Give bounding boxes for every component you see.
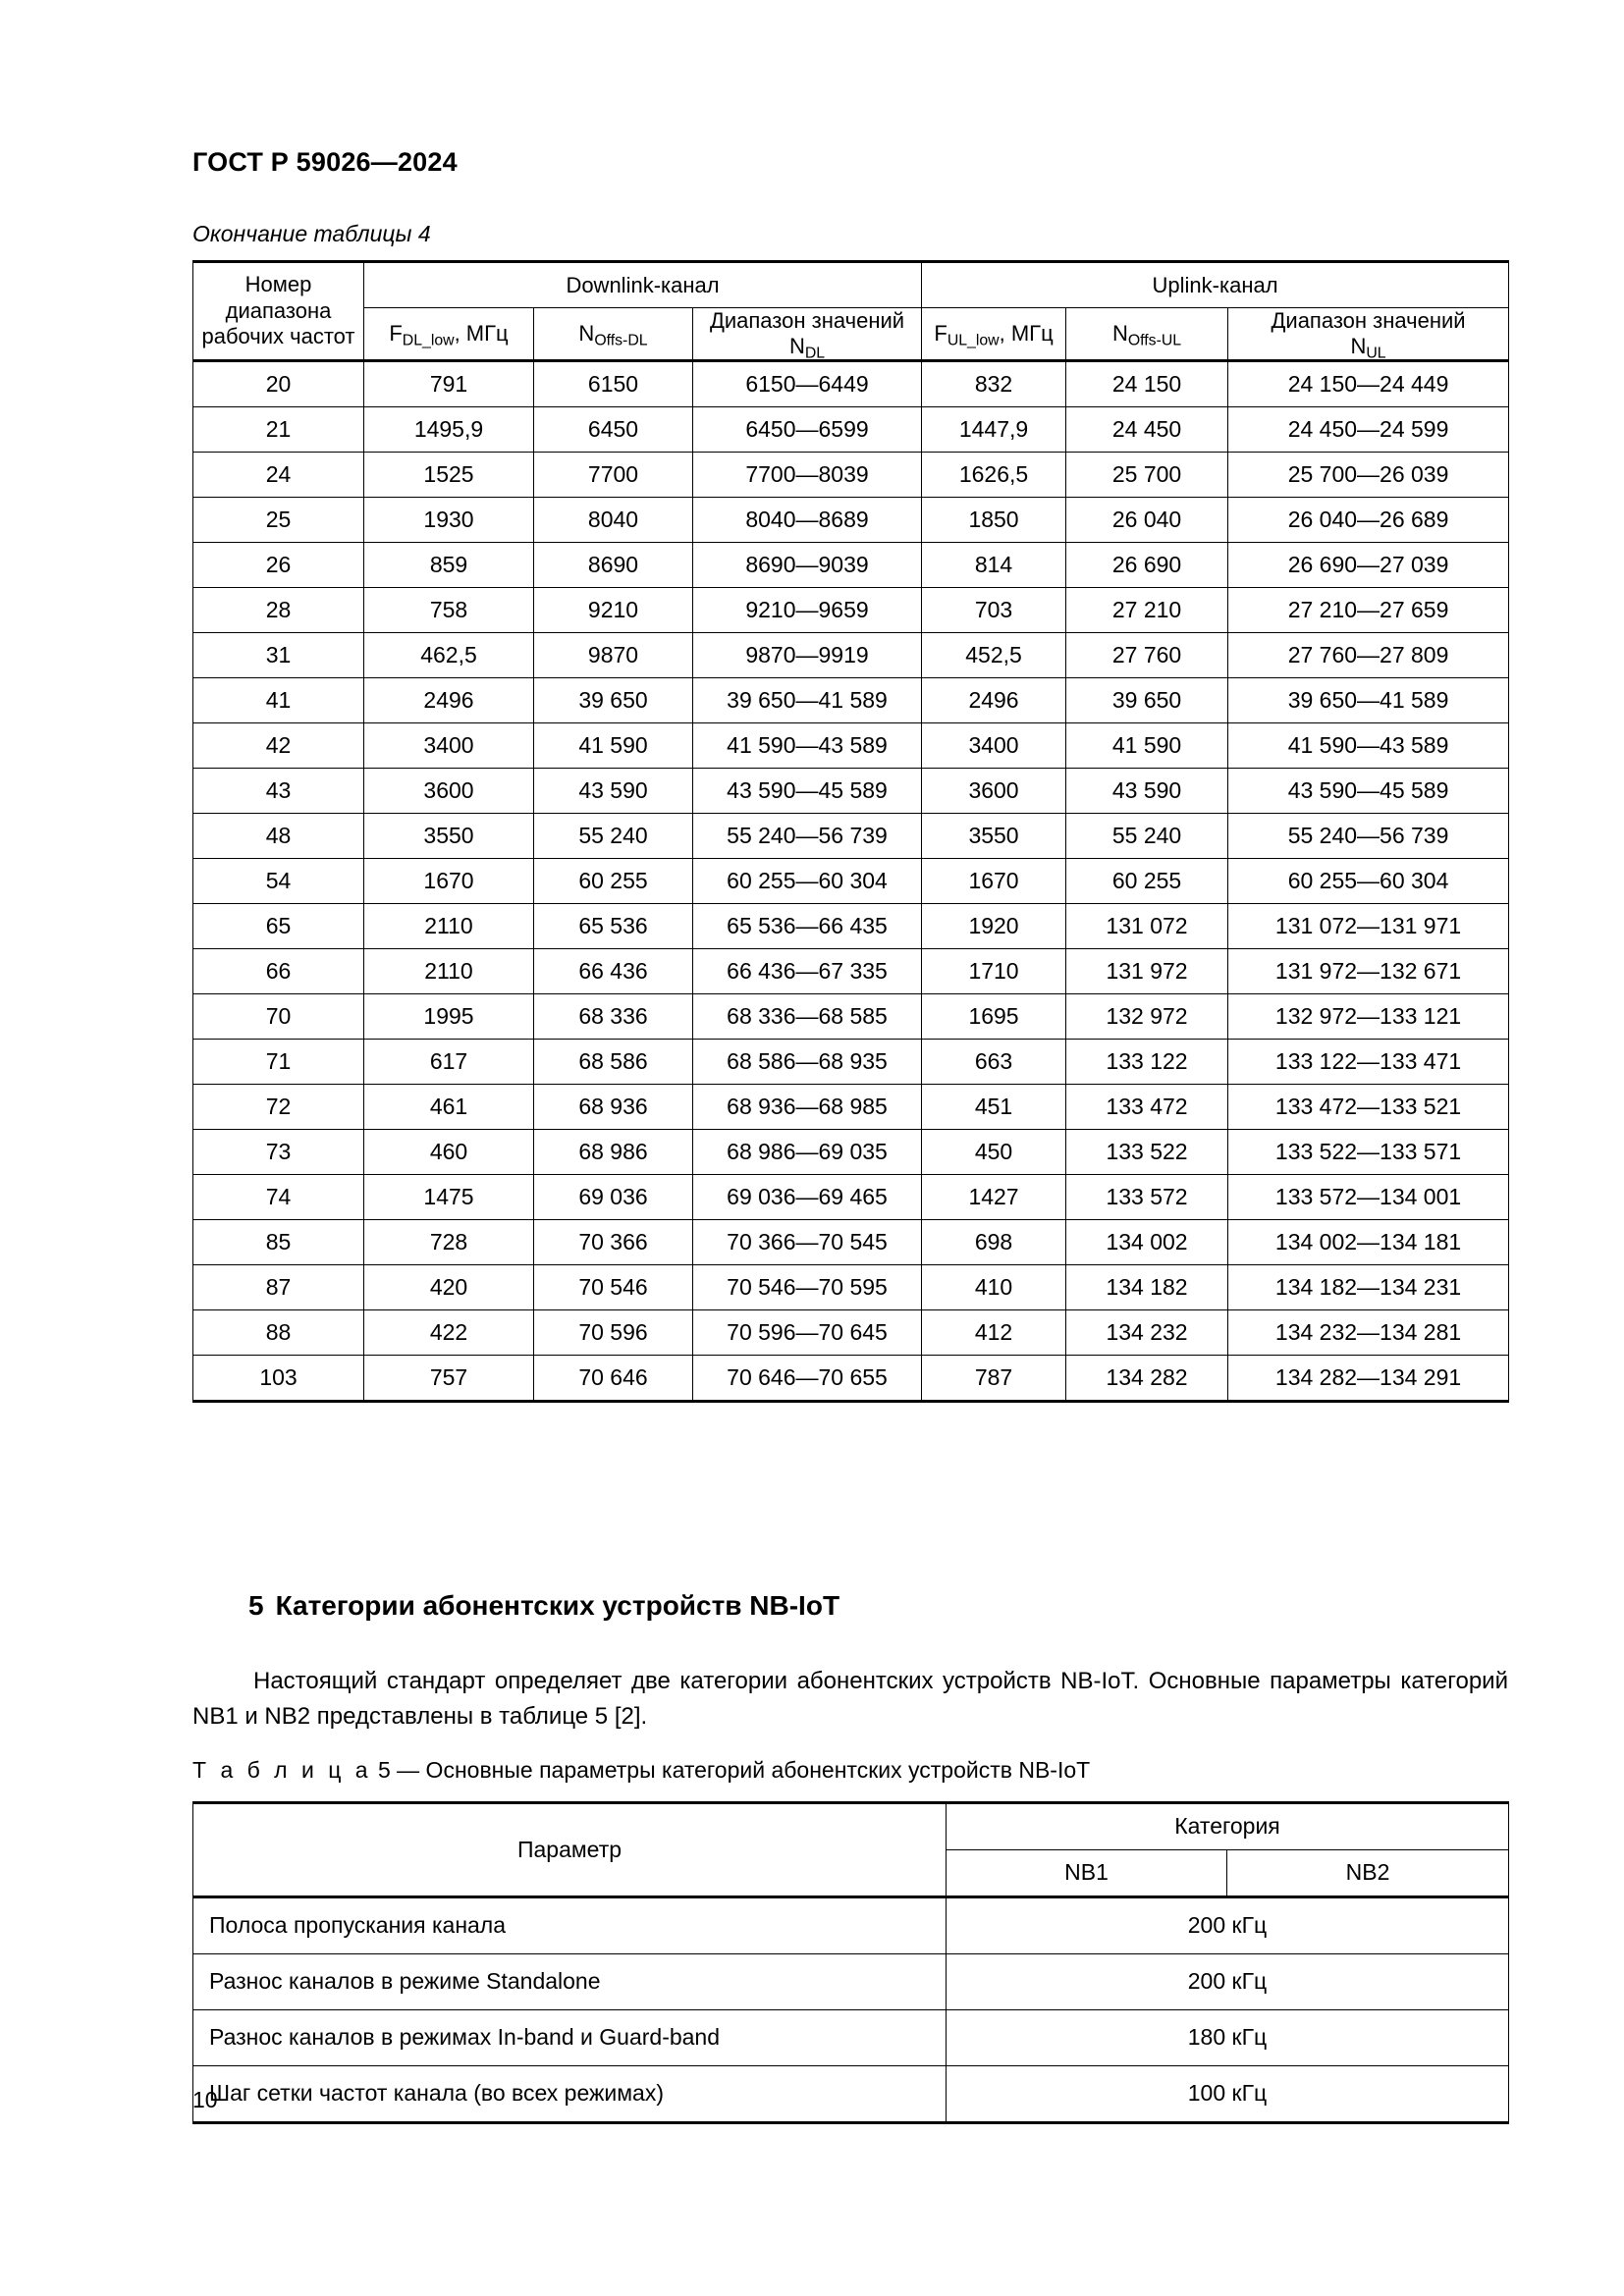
table4-cell-n-offs-dl: 6450 — [534, 406, 693, 452]
table4-cell-n-dl-range: 39 650—41 589 — [693, 677, 922, 722]
table4-cell-n-offs-dl: 70 646 — [534, 1355, 693, 1401]
table5-cell-value: 200 кГц — [947, 1954, 1509, 2010]
table4-cell-n-offs-dl: 68 986 — [534, 1129, 693, 1174]
section-5-heading — [248, 1590, 839, 1622]
table4-cell-n-ul-range: 41 590—43 589 — [1228, 722, 1509, 768]
table4-cell-n-offs-ul: 27 210 — [1066, 587, 1228, 632]
table-row — [193, 2010, 1509, 2066]
table4-cell-f-dl-low: 859 — [364, 542, 534, 587]
table4-cell-n-ul-range: 134 182—134 231 — [1228, 1264, 1509, 1309]
table-row — [193, 993, 1509, 1039]
table4-cell-f-dl-low: 2496 — [364, 677, 534, 722]
table4-header-f-ul-low: $F_{UL\_low}$, МГц — [922, 308, 1066, 361]
table4-cell-f-ul-low: 1447,9 — [922, 406, 1066, 452]
table4-cell-band-number: 25 — [193, 497, 364, 542]
table4-cell-f-ul-low: 3400 — [922, 722, 1066, 768]
table4-cell-n-offs-dl: 6150 — [534, 360, 693, 406]
table-row — [193, 1309, 1509, 1355]
table4-cell-f-dl-low: 460 — [364, 1129, 534, 1174]
table4-cell-n-offs-dl: 69 036 — [534, 1174, 693, 1219]
table5-cell-parameter: Разнос каналов в режиме Standalone — [193, 1954, 947, 2010]
table4-cell-n-offs-ul: 134 002 — [1066, 1219, 1228, 1264]
table5-body — [193, 1897, 1509, 2123]
table4-cell-band-number: 31 — [193, 632, 364, 677]
table4-cell-n-offs-ul: 39 650 — [1066, 677, 1228, 722]
table4-cell-n-dl-range: 60 255—60 304 — [693, 858, 922, 903]
table4-cell-n-dl-range: 8040—8689 — [693, 497, 922, 542]
table-row — [193, 1219, 1509, 1264]
table4-cell-n-offs-ul: 134 232 — [1066, 1309, 1228, 1355]
table4-cell-f-ul-low: 832 — [922, 360, 1066, 406]
table-row — [193, 406, 1509, 452]
table4-cell-n-dl-range: 8690—9039 — [693, 542, 922, 587]
table4-cell-f-ul-low: 1920 — [922, 903, 1066, 948]
table4-cell-n-dl-range: 70 366—70 545 — [693, 1219, 922, 1264]
table4-cell-f-dl-low: 462,5 — [364, 632, 534, 677]
table4-cell-n-offs-ul: 60 255 — [1066, 858, 1228, 903]
table-row — [193, 632, 1509, 677]
table4-cell-n-offs-dl: 8690 — [534, 542, 693, 587]
table4-cell-n-offs-dl: 66 436 — [534, 948, 693, 993]
table4-cell-n-offs-ul: 133 472 — [1066, 1084, 1228, 1129]
table4-caption: Окончание таблицы 4 — [192, 221, 431, 246]
table4-cell-n-ul-range: 60 255—60 304 — [1228, 858, 1509, 903]
table-row — [193, 542, 1509, 587]
table-row — [193, 858, 1509, 903]
table4-cell-n-offs-ul: 27 760 — [1066, 632, 1228, 677]
table4-cell-n-ul-range: 132 972—133 121 — [1228, 993, 1509, 1039]
table5-header-category-group: Категория — [947, 1803, 1509, 1850]
table4-cell-n-offs-ul: 131 972 — [1066, 948, 1228, 993]
table5-cell-value: 100 кГц — [947, 2066, 1509, 2123]
table-row — [193, 677, 1509, 722]
table5-cell-value: 200 кГц — [947, 1897, 1509, 1954]
table4-header — [193, 262, 1509, 361]
table-row — [193, 1897, 1509, 1954]
table4-cell-n-dl-range: 7700—8039 — [693, 452, 922, 497]
table4-cell-n-dl-range: 70 596—70 645 — [693, 1309, 922, 1355]
table4-cell-n-dl-range: 68 336—68 585 — [693, 993, 922, 1039]
table-row — [193, 1129, 1509, 1174]
table4-cell-n-ul-range: 133 122—133 471 — [1228, 1039, 1509, 1084]
document-header: ГОСТ Р 59026—2024 — [192, 147, 458, 177]
table4-cell-n-dl-range: 9210—9659 — [693, 587, 922, 632]
table4-cell-n-ul-range: 131 072—131 971 — [1228, 903, 1509, 948]
table4-cell-n-offs-ul: 131 072 — [1066, 903, 1228, 948]
table4-cell-n-dl-range: 55 240—56 739 — [693, 813, 922, 858]
table4-cell-n-dl-range: 9870—9919 — [693, 632, 922, 677]
table5-header-nb2: NB2 — [1227, 1850, 1509, 1897]
table4-cell-band-number: 73 — [193, 1129, 364, 1174]
table4-cell-n-offs-dl: 55 240 — [534, 813, 693, 858]
table-row — [193, 497, 1509, 542]
table4-cell-n-offs-ul: 25 700 — [1066, 452, 1228, 497]
table4-cell-n-offs-dl: 70 546 — [534, 1264, 693, 1309]
table4-cell-n-offs-dl: 8040 — [534, 497, 693, 542]
table4-cell-band-number: 72 — [193, 1084, 364, 1129]
table4-cell-band-number: 85 — [193, 1219, 364, 1264]
table4-cell-n-ul-range: 24 450—24 599 — [1228, 406, 1509, 452]
table-row — [193, 1954, 1509, 2010]
table4-cell-f-ul-low: 3600 — [922, 768, 1066, 813]
table-row — [193, 1039, 1509, 1084]
table4-cell-n-dl-range: 65 536—66 435 — [693, 903, 922, 948]
table4-cell-f-ul-low: 412 — [922, 1309, 1066, 1355]
table4-cell-n-ul-range: 24 150—24 449 — [1228, 360, 1509, 406]
table4-header-range-nul: Диапазон значений $N_{UL}$ — [1228, 308, 1509, 361]
page-number: 10 — [192, 2087, 218, 2112]
table4-cell-n-dl-range: 43 590—45 589 — [693, 768, 922, 813]
table4-cell-band-number: 48 — [193, 813, 364, 858]
table5-caption-number: 5 — [377, 1757, 391, 1783]
table4-cell-n-dl-range: 6150—6449 — [693, 360, 922, 406]
table4-cell-f-dl-low: 461 — [364, 1084, 534, 1129]
table4-cell-band-number: 88 — [193, 1309, 364, 1355]
table4-cell-f-ul-low: 787 — [922, 1355, 1066, 1401]
table4-cell-n-offs-ul: 134 182 — [1066, 1264, 1228, 1309]
table5-header — [193, 1803, 1509, 1897]
table-row — [193, 1084, 1509, 1129]
table4-header-band-number: Номер диапазона рабочих частот — [193, 262, 364, 361]
table4-cell-n-dl-range: 69 036—69 465 — [693, 1174, 922, 1219]
table4-cell-f-ul-low: 663 — [922, 1039, 1066, 1084]
table4-cell-f-dl-low: 420 — [364, 1264, 534, 1309]
table4-body — [193, 360, 1509, 1401]
table4-cell-band-number: 41 — [193, 677, 364, 722]
section-5-paragraph: Настоящий стандарт определяет две категории абонентских устройств NB-IoT. Основные параметры категорий NB1 и NB2 представлены в таблице 5 [2]. — [192, 1668, 1508, 1731]
table4-cell-f-dl-low: 1995 — [364, 993, 534, 1039]
table-row — [193, 452, 1509, 497]
table4-cell-n-offs-dl: 65 536 — [534, 903, 693, 948]
table4-cell-n-dl-range: 41 590—43 589 — [693, 722, 922, 768]
table4-cell-f-ul-low: 1427 — [922, 1174, 1066, 1219]
table4-cell-f-ul-low: 1695 — [922, 993, 1066, 1039]
table4-cell-n-offs-ul: 41 590 — [1066, 722, 1228, 768]
table4-cell-n-ul-range: 39 650—41 589 — [1228, 677, 1509, 722]
table4-cell-n-ul-range: 133 472—133 521 — [1228, 1084, 1509, 1129]
table4-cell-n-ul-range: 25 700—26 039 — [1228, 452, 1509, 497]
table4-cell-n-offs-dl: 9210 — [534, 587, 693, 632]
table4-cell-f-dl-low: 1475 — [364, 1174, 534, 1219]
table4-cell-band-number: 71 — [193, 1039, 364, 1084]
table5-nbiot-categories — [192, 1801, 1509, 2124]
table4-cell-f-dl-low: 422 — [364, 1309, 534, 1355]
table-row — [193, 948, 1509, 993]
table4-frequency-bands — [192, 260, 1509, 1403]
table4-cell-n-dl-range: 66 436—67 335 — [693, 948, 922, 993]
table4-cell-n-offs-dl: 68 586 — [534, 1039, 693, 1084]
table5-caption-text: — Основные параметры категорий абонентских устройств NB-IoT — [397, 1757, 1091, 1783]
table4-cell-band-number: 66 — [193, 948, 364, 993]
table4-cell-f-ul-low: 2496 — [922, 677, 1066, 722]
table4-cell-n-offs-ul: 24 150 — [1066, 360, 1228, 406]
table5-cell-value: 180 кГц — [947, 2010, 1509, 2066]
table5-cell-parameter: Полоса пропускания канала — [193, 1897, 947, 1954]
table4-cell-n-offs-ul: 24 450 — [1066, 406, 1228, 452]
table4-cell-n-ul-range: 26 040—26 689 — [1228, 497, 1509, 542]
table4-cell-f-dl-low: 3550 — [364, 813, 534, 858]
table4-cell-n-dl-range: 68 586—68 935 — [693, 1039, 922, 1084]
table-row — [193, 903, 1509, 948]
table4-cell-n-offs-dl: 70 366 — [534, 1219, 693, 1264]
table4-cell-n-offs-dl: 39 650 — [534, 677, 693, 722]
table4-cell-n-ul-range: 131 972—132 671 — [1228, 948, 1509, 993]
table4-cell-f-ul-low: 452,5 — [922, 632, 1066, 677]
table4-cell-f-ul-low: 703 — [922, 587, 1066, 632]
table4-cell-n-ul-range: 27 210—27 659 — [1228, 587, 1509, 632]
table-row — [193, 722, 1509, 768]
table4-cell-band-number: 28 — [193, 587, 364, 632]
table4-cell-f-dl-low: 1670 — [364, 858, 534, 903]
table4-header-f-dl-low: $F_{DL\_low}$, МГц — [364, 308, 534, 361]
table-row — [193, 813, 1509, 858]
table4-header-n-offs-dl: $N_{Offs-DL}$ — [534, 308, 693, 361]
table4-cell-f-dl-low: 1930 — [364, 497, 534, 542]
table5-cell-parameter: Разнос каналов в режимах In-band и Guard-band — [193, 2010, 947, 2066]
table4-cell-band-number: 65 — [193, 903, 364, 948]
table4-cell-n-offs-ul: 55 240 — [1066, 813, 1228, 858]
table4-cell-n-offs-dl: 70 596 — [534, 1309, 693, 1355]
table4-cell-n-offs-ul: 134 282 — [1066, 1355, 1228, 1401]
table4-cell-f-dl-low: 617 — [364, 1039, 534, 1084]
table4-cell-f-dl-low: 757 — [364, 1355, 534, 1401]
table4-cell-band-number: 20 — [193, 360, 364, 406]
table5-caption-label: Т а б л и ц а — [192, 1757, 372, 1783]
table4-cell-band-number: 26 — [193, 542, 364, 587]
table4-cell-f-ul-low: 1710 — [922, 948, 1066, 993]
table4-cell-n-ul-range: 133 572—134 001 — [1228, 1174, 1509, 1219]
table4-cell-n-ul-range: 133 522—133 571 — [1228, 1129, 1509, 1174]
table4-cell-n-dl-range: 70 546—70 595 — [693, 1264, 922, 1309]
table4-cell-band-number: 43 — [193, 768, 364, 813]
table4-header-range-ndl: Диапазон значений $N_{DL}$ — [693, 308, 922, 361]
table4-cell-band-number: 70 — [193, 993, 364, 1039]
table4-cell-f-ul-low: 3550 — [922, 813, 1066, 858]
table4-cell-f-dl-low: 1495,9 — [364, 406, 534, 452]
table4-header-n-offs-ul: $N_{Offs-UL}$ — [1066, 308, 1228, 361]
table4-cell-f-ul-low: 451 — [922, 1084, 1066, 1129]
section-5-number: 5 — [248, 1590, 264, 1621]
table4-cell-n-ul-range: 43 590—45 589 — [1228, 768, 1509, 813]
table4-cell-f-dl-low: 3400 — [364, 722, 534, 768]
table4-cell-band-number: 54 — [193, 858, 364, 903]
table4-header-downlink-group: Downlink-канал — [364, 262, 922, 308]
table4-cell-n-offs-ul: 133 572 — [1066, 1174, 1228, 1219]
table4-cell-n-offs-dl: 41 590 — [534, 722, 693, 768]
table4-cell-n-dl-range: 6450—6599 — [693, 406, 922, 452]
table4-header-uplink-group: Uplink-канал — [922, 262, 1509, 308]
table4-cell-n-offs-dl: 43 590 — [534, 768, 693, 813]
table4-cell-n-dl-range: 68 936—68 985 — [693, 1084, 922, 1129]
table4-cell-n-ul-range: 55 240—56 739 — [1228, 813, 1509, 858]
table4-cell-f-ul-low: 698 — [922, 1219, 1066, 1264]
table4-cell-f-dl-low: 3600 — [364, 768, 534, 813]
section-5-title: Категории абонентских устройств NB-IoT — [275, 1590, 840, 1621]
table4-cell-n-offs-dl: 7700 — [534, 452, 693, 497]
table5-caption — [192, 1757, 1090, 1784]
table4-cell-n-offs-ul: 133 122 — [1066, 1039, 1228, 1084]
table4-cell-band-number: 21 — [193, 406, 364, 452]
table4-cell-band-number: 103 — [193, 1355, 364, 1401]
table4-cell-f-ul-low: 814 — [922, 542, 1066, 587]
table4-cell-f-dl-low: 2110 — [364, 948, 534, 993]
table4-cell-f-dl-low: 758 — [364, 587, 534, 632]
table4-cell-n-ul-range: 134 002—134 181 — [1228, 1219, 1509, 1264]
table4-cell-n-offs-ul: 26 690 — [1066, 542, 1228, 587]
table4-cell-f-ul-low: 1850 — [922, 497, 1066, 542]
table-row — [193, 1264, 1509, 1309]
table4-cell-n-offs-dl: 68 336 — [534, 993, 693, 1039]
table4-cell-n-offs-ul: 26 040 — [1066, 497, 1228, 542]
table4-cell-n-offs-ul: 43 590 — [1066, 768, 1228, 813]
table4-cell-f-dl-low: 728 — [364, 1219, 534, 1264]
table4-cell-n-ul-range: 134 232—134 281 — [1228, 1309, 1509, 1355]
table4-cell-n-ul-range: 27 760—27 809 — [1228, 632, 1509, 677]
table4-cell-f-ul-low: 410 — [922, 1264, 1066, 1309]
table-row — [193, 2066, 1509, 2123]
table4-cell-n-offs-dl: 9870 — [534, 632, 693, 677]
table4-cell-f-ul-low: 1670 — [922, 858, 1066, 903]
table4-cell-n-offs-dl: 60 255 — [534, 858, 693, 903]
table5-cell-parameter: Шаг сетки частот канала (во всех режимах) — [193, 2066, 947, 2123]
table5-header-parameter: Параметр — [193, 1803, 947, 1897]
table4-cell-band-number: 74 — [193, 1174, 364, 1219]
table4-cell-n-ul-range: 26 690—27 039 — [1228, 542, 1509, 587]
table4-cell-band-number: 24 — [193, 452, 364, 497]
table5-header-nb1: NB1 — [947, 1850, 1227, 1897]
table4-cell-band-number: 42 — [193, 722, 364, 768]
table4-cell-f-dl-low: 2110 — [364, 903, 534, 948]
table4-cell-n-dl-range: 68 986—69 035 — [693, 1129, 922, 1174]
table4-cell-n-dl-range: 70 646—70 655 — [693, 1355, 922, 1401]
table4-cell-f-dl-low: 791 — [364, 360, 534, 406]
table4-cell-n-offs-ul: 132 972 — [1066, 993, 1228, 1039]
table-row — [193, 1174, 1509, 1219]
table-row — [193, 587, 1509, 632]
table-row — [193, 360, 1509, 406]
table4-cell-n-ul-range: 134 282—134 291 — [1228, 1355, 1509, 1401]
table4-cell-f-ul-low: 450 — [922, 1129, 1066, 1174]
table-row — [193, 768, 1509, 813]
table4-cell-f-dl-low: 1525 — [364, 452, 534, 497]
table4-cell-n-offs-dl: 68 936 — [534, 1084, 693, 1129]
table4-cell-f-ul-low: 1626,5 — [922, 452, 1066, 497]
table4-cell-n-offs-ul: 133 522 — [1066, 1129, 1228, 1174]
table-row — [193, 1355, 1509, 1401]
table4-cell-band-number: 87 — [193, 1264, 364, 1309]
